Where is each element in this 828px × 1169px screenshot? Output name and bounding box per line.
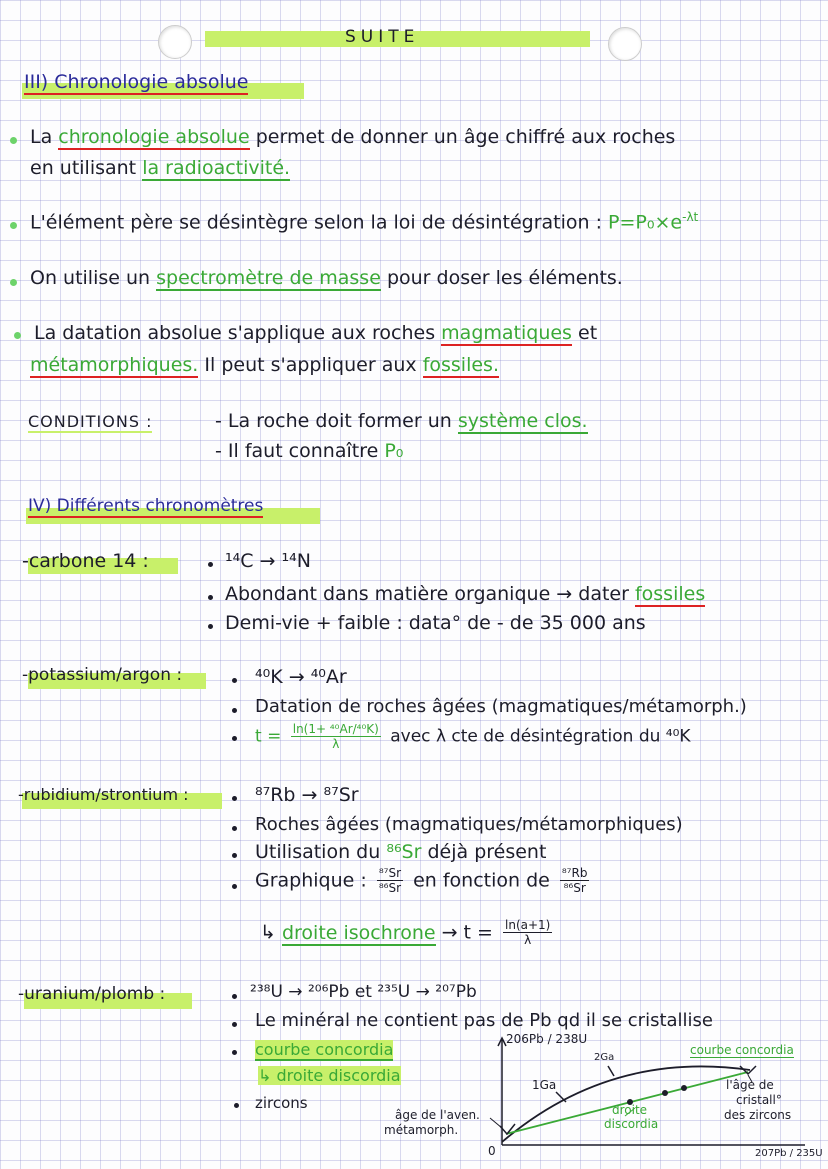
graph-label-1ga: 1Ga bbox=[532, 1078, 557, 1092]
graph-discordia-label-2: discordia bbox=[604, 1117, 659, 1131]
section3-title: III) Chronologie absolue bbox=[24, 71, 249, 93]
punch-hole-right bbox=[608, 27, 642, 61]
discordia-point bbox=[681, 1085, 687, 1091]
fraction-denominator: λ bbox=[524, 933, 532, 947]
carbone-label: -carbone 14 : bbox=[22, 550, 149, 572]
green-term: fossiles bbox=[634, 583, 706, 605]
carbone-line3: Demi-vie + faible : data° de - de 35 000 ans bbox=[225, 612, 646, 634]
section3-bullet1-line1 bbox=[30, 126, 675, 148]
text: déjà présent bbox=[427, 841, 547, 863]
green-term: la radioactivité. bbox=[142, 157, 291, 179]
text: On utilise un bbox=[30, 267, 151, 289]
graph-discordia-label-1: droite bbox=[612, 1103, 648, 1117]
green-term: droite isochrone bbox=[281, 921, 436, 944]
section3-bullet1-line2 bbox=[30, 157, 290, 179]
graph-age-aven-2: métamorph. bbox=[384, 1123, 459, 1137]
bullet-dot bbox=[14, 332, 21, 339]
arrow-icon: ↳ bbox=[260, 921, 276, 944]
section3-bullet3 bbox=[30, 267, 623, 289]
fraction-denominator: λ bbox=[332, 737, 340, 751]
text: Graphique : bbox=[255, 869, 367, 892]
uranium-line5: zircons bbox=[255, 1094, 308, 1112]
bullet-dot bbox=[232, 736, 237, 741]
graph-origin-label: 0 bbox=[488, 1144, 496, 1158]
green-term: chronologie absolue bbox=[58, 126, 250, 148]
text: Il peut s'appliquer aux bbox=[204, 354, 417, 376]
fraction-numerator: ⁸⁷Rb bbox=[561, 866, 588, 880]
text: Utilisation du bbox=[255, 841, 381, 863]
bullet-dot bbox=[10, 222, 17, 229]
graph-label-2ga: 2Ga bbox=[594, 1052, 615, 1063]
text: Abondant dans matière organique → dater bbox=[225, 583, 629, 605]
green-term: P₀ bbox=[384, 440, 404, 462]
bullet-dot bbox=[232, 853, 237, 858]
formula-exponent: -λt bbox=[682, 210, 699, 224]
green-term: système clos. bbox=[457, 410, 588, 432]
section4-title: IV) Différents chronomètres bbox=[28, 496, 264, 516]
conditions-label: CONDITIONS : bbox=[28, 412, 153, 431]
carbone-line2 bbox=[225, 583, 705, 605]
section3-bullet2 bbox=[30, 210, 698, 233]
graph-age-crist-1: l'âge de bbox=[726, 1078, 774, 1092]
section3-bullet4-line1 bbox=[34, 322, 597, 344]
fraction-rb87-sr86 bbox=[560, 866, 590, 895]
uranium-line4: ↳ droite discordia bbox=[258, 1066, 401, 1085]
graph-age-crist-3: des zircons bbox=[724, 1108, 792, 1122]
rubidium-label: -rubidium/strontium : bbox=[18, 785, 189, 804]
graph-x-axis-label: 207Pb / 235U bbox=[755, 1148, 823, 1159]
green-term: ⁸⁶Sr bbox=[386, 841, 422, 863]
fraction-denominator: ⁸⁶Sr bbox=[563, 881, 586, 895]
potassium-line1: ⁴⁰K → ⁴⁰Ar bbox=[255, 666, 347, 688]
fraction-numerator: ln(a+1) bbox=[505, 918, 551, 932]
text: en fonction de bbox=[413, 869, 550, 892]
bullet-dot bbox=[232, 796, 237, 801]
text: - Il faut connaître bbox=[215, 440, 379, 462]
text: pour doser les éléments. bbox=[386, 267, 623, 289]
formula: P=P₀×e bbox=[608, 211, 683, 234]
condition-1 bbox=[215, 410, 588, 432]
bullet-dot bbox=[232, 708, 237, 713]
bullet-dot bbox=[208, 624, 213, 629]
text: - La roche doit former un bbox=[215, 410, 452, 432]
potassium-line3 bbox=[255, 722, 691, 751]
punch-hole-left bbox=[158, 25, 192, 59]
uranium-line3: courbe concordia bbox=[255, 1040, 394, 1059]
potassium-label: -potassium/argon : bbox=[22, 665, 183, 685]
condition-2 bbox=[215, 440, 403, 462]
graph-age-crist-2: cristall° bbox=[736, 1093, 782, 1107]
age-aven-arrow bbox=[490, 1118, 502, 1128]
rubidium-line3 bbox=[255, 841, 546, 863]
text: et bbox=[578, 322, 598, 344]
rubidium-line5 bbox=[260, 918, 556, 947]
formula-fraction bbox=[291, 722, 381, 751]
bullet-dot bbox=[10, 279, 17, 286]
green-term: magmatiques bbox=[441, 322, 572, 344]
discordia-point bbox=[662, 1090, 668, 1096]
rubidium-line2: Roches âgées (magmatiques/métamorphiques) bbox=[255, 814, 683, 835]
fraction-sr87-sr86 bbox=[377, 866, 403, 895]
formula-t: t = bbox=[255, 726, 282, 747]
bullet-dot bbox=[208, 595, 213, 600]
graph-age-aven-1: âge de l'aven. bbox=[395, 1108, 480, 1122]
header-suite: SUITE bbox=[345, 27, 420, 47]
bullet-dot bbox=[208, 562, 213, 567]
fraction-numerator: ⁸⁷Sr bbox=[378, 866, 402, 880]
uranium-label: -uranium/plomb : bbox=[18, 984, 166, 1004]
graph-y-axis-label: 206Pb / 238U bbox=[506, 1032, 588, 1046]
bullet-dot bbox=[232, 678, 237, 683]
text: en utilisant bbox=[30, 157, 137, 179]
section3-bullet4-line2 bbox=[30, 354, 499, 376]
text: permet de donner un âge chiffré aux roches bbox=[255, 126, 676, 148]
fraction-denominator: ⁸⁶Sr bbox=[378, 881, 402, 895]
bullet-dot bbox=[234, 1103, 239, 1108]
green-term: spectromètre de masse bbox=[156, 267, 381, 289]
carbone-line1: ¹⁴C → ¹⁴N bbox=[225, 550, 311, 572]
fraction-numerator: ln(1+ ⁴⁰Ar/⁴⁰K) bbox=[292, 722, 379, 736]
graph-curve-label: courbe concordia bbox=[690, 1043, 794, 1057]
rubidium-line4 bbox=[255, 866, 593, 895]
bullet-dot bbox=[10, 137, 17, 144]
bullet-dot bbox=[232, 826, 237, 831]
uranium-line1: ²³⁸U → ²⁰⁶Pb et ²³⁵U → ²⁰⁷Pb bbox=[250, 982, 477, 1002]
text: La bbox=[30, 126, 53, 148]
tick-2ga bbox=[608, 1066, 614, 1076]
bullet-dot bbox=[232, 1022, 237, 1027]
uranium-line2: Le minéral ne contient pas de Pb qd il se cristallise bbox=[255, 1010, 713, 1031]
green-term: métamorphiques. bbox=[30, 354, 199, 376]
green-term: fossiles. bbox=[422, 354, 499, 376]
formula-fraction bbox=[503, 918, 552, 947]
text: La datation absolue s'applique aux roches bbox=[34, 322, 436, 344]
potassium-line2: Datation de roches âgées (magmatiques/métamorph.) bbox=[255, 696, 747, 717]
bullet-dot bbox=[232, 994, 237, 999]
text: → t = bbox=[441, 921, 493, 944]
text: L'élément père se désintègre selon la loi de désintégration : bbox=[30, 211, 602, 234]
bullet-dot bbox=[232, 1050, 237, 1055]
rubidium-line1: ⁸⁷Rb → ⁸⁷Sr bbox=[255, 784, 359, 806]
text: avec λ cte de désintégration du ⁴⁰K bbox=[390, 726, 691, 747]
bullet-dot bbox=[232, 884, 237, 889]
